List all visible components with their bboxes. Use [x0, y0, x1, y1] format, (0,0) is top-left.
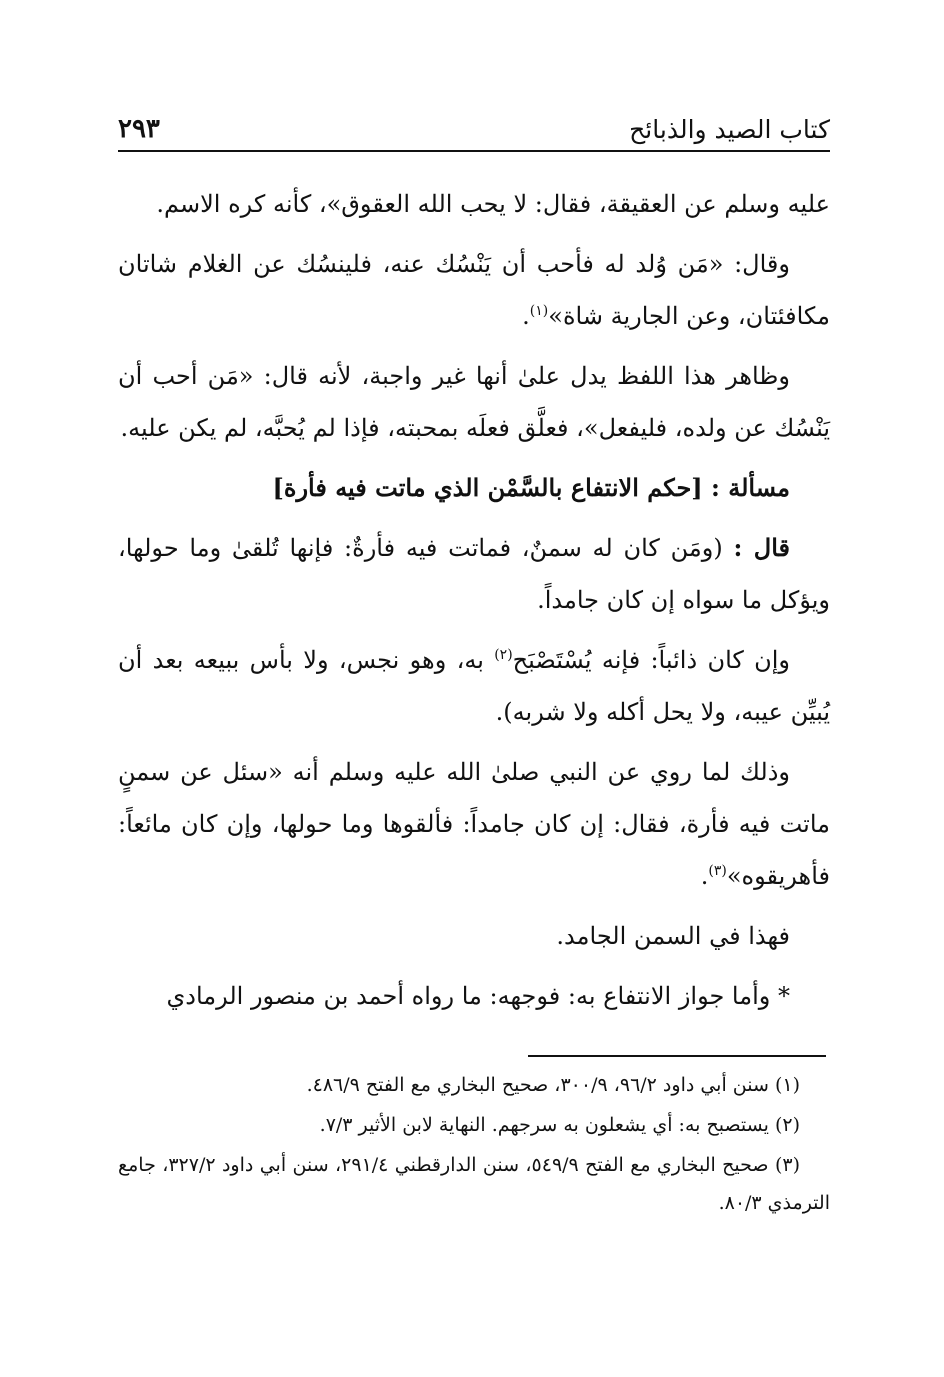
footnote-ref-3[interactable]: (٣) — [708, 863, 727, 879]
paragraph-7 — [118, 910, 830, 962]
paragraph-4-text: (ومَن كان له سمنٌ، فماتت فيه فأرةٌ: فإنها تُلقىٰ وما حولها، ويؤكل ما سواه إن كان جامداً. — [118, 534, 830, 614]
paragraph-6-end: . — [700, 862, 709, 890]
footnote-ref-1[interactable]: (١) — [529, 303, 549, 319]
paragraph-8 — [118, 970, 830, 1022]
paragraph-5-text-b: به، وهو نجس، ولا بأس ببيعه بعد أن يُبيِّن عيبه، ولا يحل أكله ولا شربه). — [118, 646, 830, 726]
paragraph-5-text-a: وإن كان ذائباً: فإنه يُسْتَصْبَح — [512, 646, 790, 674]
section-heading-title: [حكم الانتفاع بالسَّمْن الذي ماتت فيه فأرة] — [272, 473, 703, 502]
section-heading — [118, 462, 830, 514]
paragraph-2 — [118, 238, 830, 342]
paragraph-8-text: * وأما جواز الانتفاع به: فوجهه: ما رواه أحمد بن منصور الرمادي — [166, 982, 790, 1010]
paragraph-5 — [118, 634, 830, 738]
main-text — [118, 178, 830, 1030]
paragraph-3 — [118, 350, 830, 454]
running-title: كتاب الصيد والذبائح — [629, 115, 830, 144]
paragraph-6 — [118, 746, 830, 902]
footnotes — [118, 1066, 830, 1224]
paragraph-1-text: عليه وسلم عن العقيقة، فقال: لا يحب الله العقوق»، كأنه كره الاسم. — [156, 190, 830, 218]
paragraph-4-label: قال : — [733, 533, 790, 562]
paragraph-6-text: وذلك لما روي عن النبي صلىٰ الله عليه وسلم أنه «سئل عن سمنٍ ماتت فيه فأرة، فقال: إن كان جامداً: فألقوها وما حولها، وإن كان مائعاً: فأهريقوه» — [118, 758, 830, 890]
paragraph-2-text: وقال: «مَن وُلد له فأحب أن يَنْسُك عنه، فلينسُك عن الغلام شاتان مكافئتان، وعن الجارية شاة» — [118, 250, 830, 330]
footnote-divider — [528, 1055, 826, 1057]
paragraph-3-text: وظاهر هذا اللفظ يدل علىٰ أنها غير واجبة، لأنه قال: «مَن أحب أن يَنْسُك عن ولده، فليفعل»، فعلَّق فعلَه بمحبته، فإذا لم يُحبَّه، لم يكن عليه. — [118, 362, 830, 442]
paragraph-1 — [118, 178, 830, 230]
section-heading-label: مسألة : — [711, 473, 790, 502]
footnote-2: (٢) يستصبح به: أي يشعلون به سرجهم. النهاية لابن الأثير ٧/٣. — [319, 1114, 800, 1136]
page-number: ٢٩٣ — [118, 114, 160, 144]
paragraph-7-text: فهذا في السمن الجامد. — [556, 922, 790, 950]
footnote-1: (١) سنن أبي داود ٩٦/٢، ٣٠٠/٩، صحيح البخاري مع الفتح ٤٨٦/٩. — [306, 1074, 800, 1096]
paragraph-4 — [118, 522, 830, 626]
footnote-3: (٣) صحيح البخاري مع الفتح ٥٤٩/٩، سنن الدارقطني ٢٩١/٤، سنن أبي داود ٣٢٧/٢، جامع الترمذي ٨٠/٣. — [118, 1154, 830, 1214]
paragraph-2-end: . — [522, 302, 530, 330]
footnote-ref-2[interactable]: (٢) — [494, 647, 513, 663]
page-header — [118, 108, 830, 152]
